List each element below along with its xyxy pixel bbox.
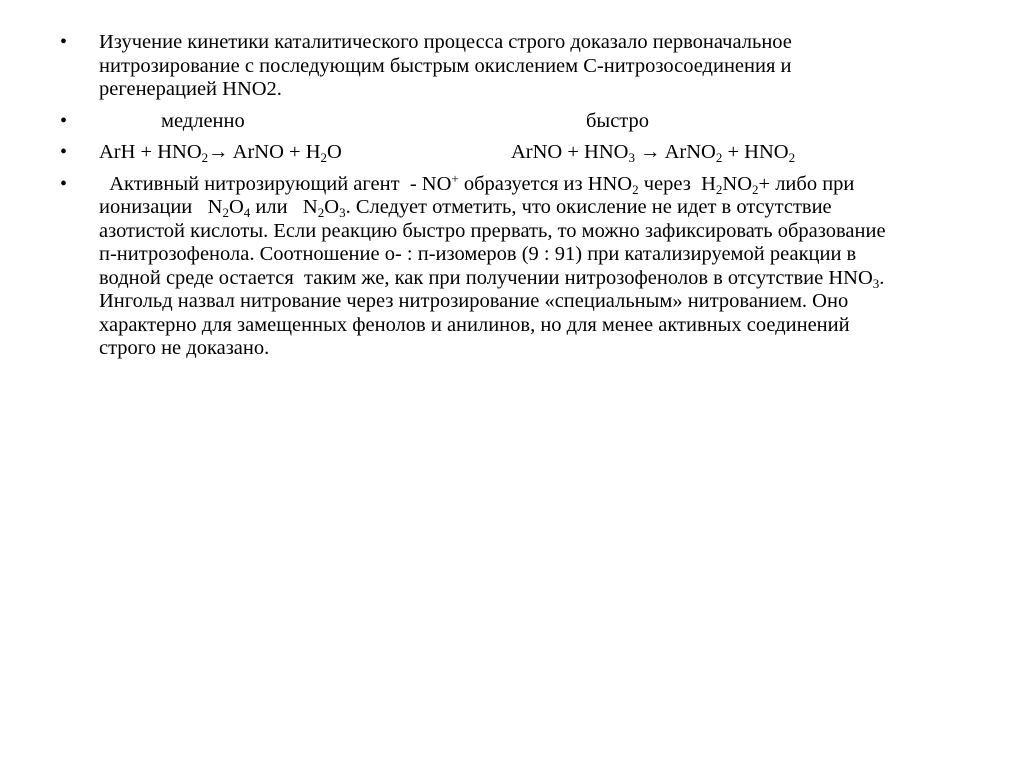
bullet-dot: • [60,172,68,195]
eq2-sub: 2 [715,150,723,165]
superscript: + [451,170,459,186]
eq2-part: ArNO + HNO [511,141,629,163]
agent-line-5 [99,267,990,291]
subscript: 2 [715,181,723,197]
bullet-item-equations [60,141,990,165]
intro-line-3: регенерацией HNO2. [99,78,282,100]
bullet-dot: • [60,31,68,53]
eq1-sub: 2 [320,150,328,165]
subscript: 3 [339,205,346,220]
text-part: O [324,196,340,218]
text-part: NO [722,172,753,195]
equation-oxidation [511,141,795,165]
subscript: 2 [222,205,229,220]
text-part: или N [250,196,318,218]
eq2-sub: 2 [788,150,796,165]
agent-line-3: азотистой кислоты. Если реакцию быстро прервать, то можно зафиксировать образование [99,219,886,242]
eq2-sub: 3 [628,150,635,165]
intro-line-1: Изучение кинетики каталитического процесса строго доказало первоначальное [99,31,792,53]
text-part: . [879,266,885,289]
agent-line-1 [99,170,990,197]
agent-line-6: Ингольд назвал нитрование через нитрозирование «специальным» нитрованием. Оно [99,290,849,312]
bullet-item-speed-labels [60,110,990,134]
bullet-item-intro [60,31,990,102]
intro-line-2: нитрозирование с последующим быстрым окислением С-нитрозосоединения и [99,54,792,77]
subscript: 2 [632,181,639,197]
eq1-part: ArH + HNO [99,141,202,163]
text-part: водной среде остается таким же, как при получении нитрозофенолов в отсутствие HNO [99,266,873,289]
eq1-part: O [327,141,342,163]
equation-nitrosation [99,141,342,165]
eq1-part: → ArNO + H [208,141,321,163]
label-fast: быстро [586,109,650,132]
text-part: образуется из HNO [458,172,633,195]
agent-line-2 [99,196,990,220]
eq2-part: + HNO [722,141,789,163]
label-slow: медленно [161,109,245,132]
subscript: 4 [243,205,251,220]
subscript: 2 [752,181,759,197]
bullet-list [60,31,990,369]
text-part: через H [638,172,716,195]
bullet-item-agent [60,170,990,361]
text-part: Активный нитрозирующий агент - NO [99,172,452,195]
agent-line-7: характерно для замещенных фенолов и анилинов, но для менее активных соединений [99,313,850,336]
text-part: . Следует отметить, что окисление не идет в отсутствие [345,196,832,218]
text-part: O [228,196,244,218]
subscript: 3 [872,275,880,291]
bullet-dot: • [60,141,68,163]
agent-line-4: п-нитрозофенола. Соотношение о- : п-изомеров (9 : 91) при катализируемой реакции в [99,243,857,265]
eq1-sub: 2 [201,150,209,165]
text-part: ионизации N [99,196,223,218]
subscript: 2 [317,205,325,220]
eq2-part: → ArNO [634,141,716,163]
bullet-dot: • [60,109,68,132]
text-part: + либо при [758,172,855,195]
agent-line-8: строго не доказано. [99,337,270,359]
